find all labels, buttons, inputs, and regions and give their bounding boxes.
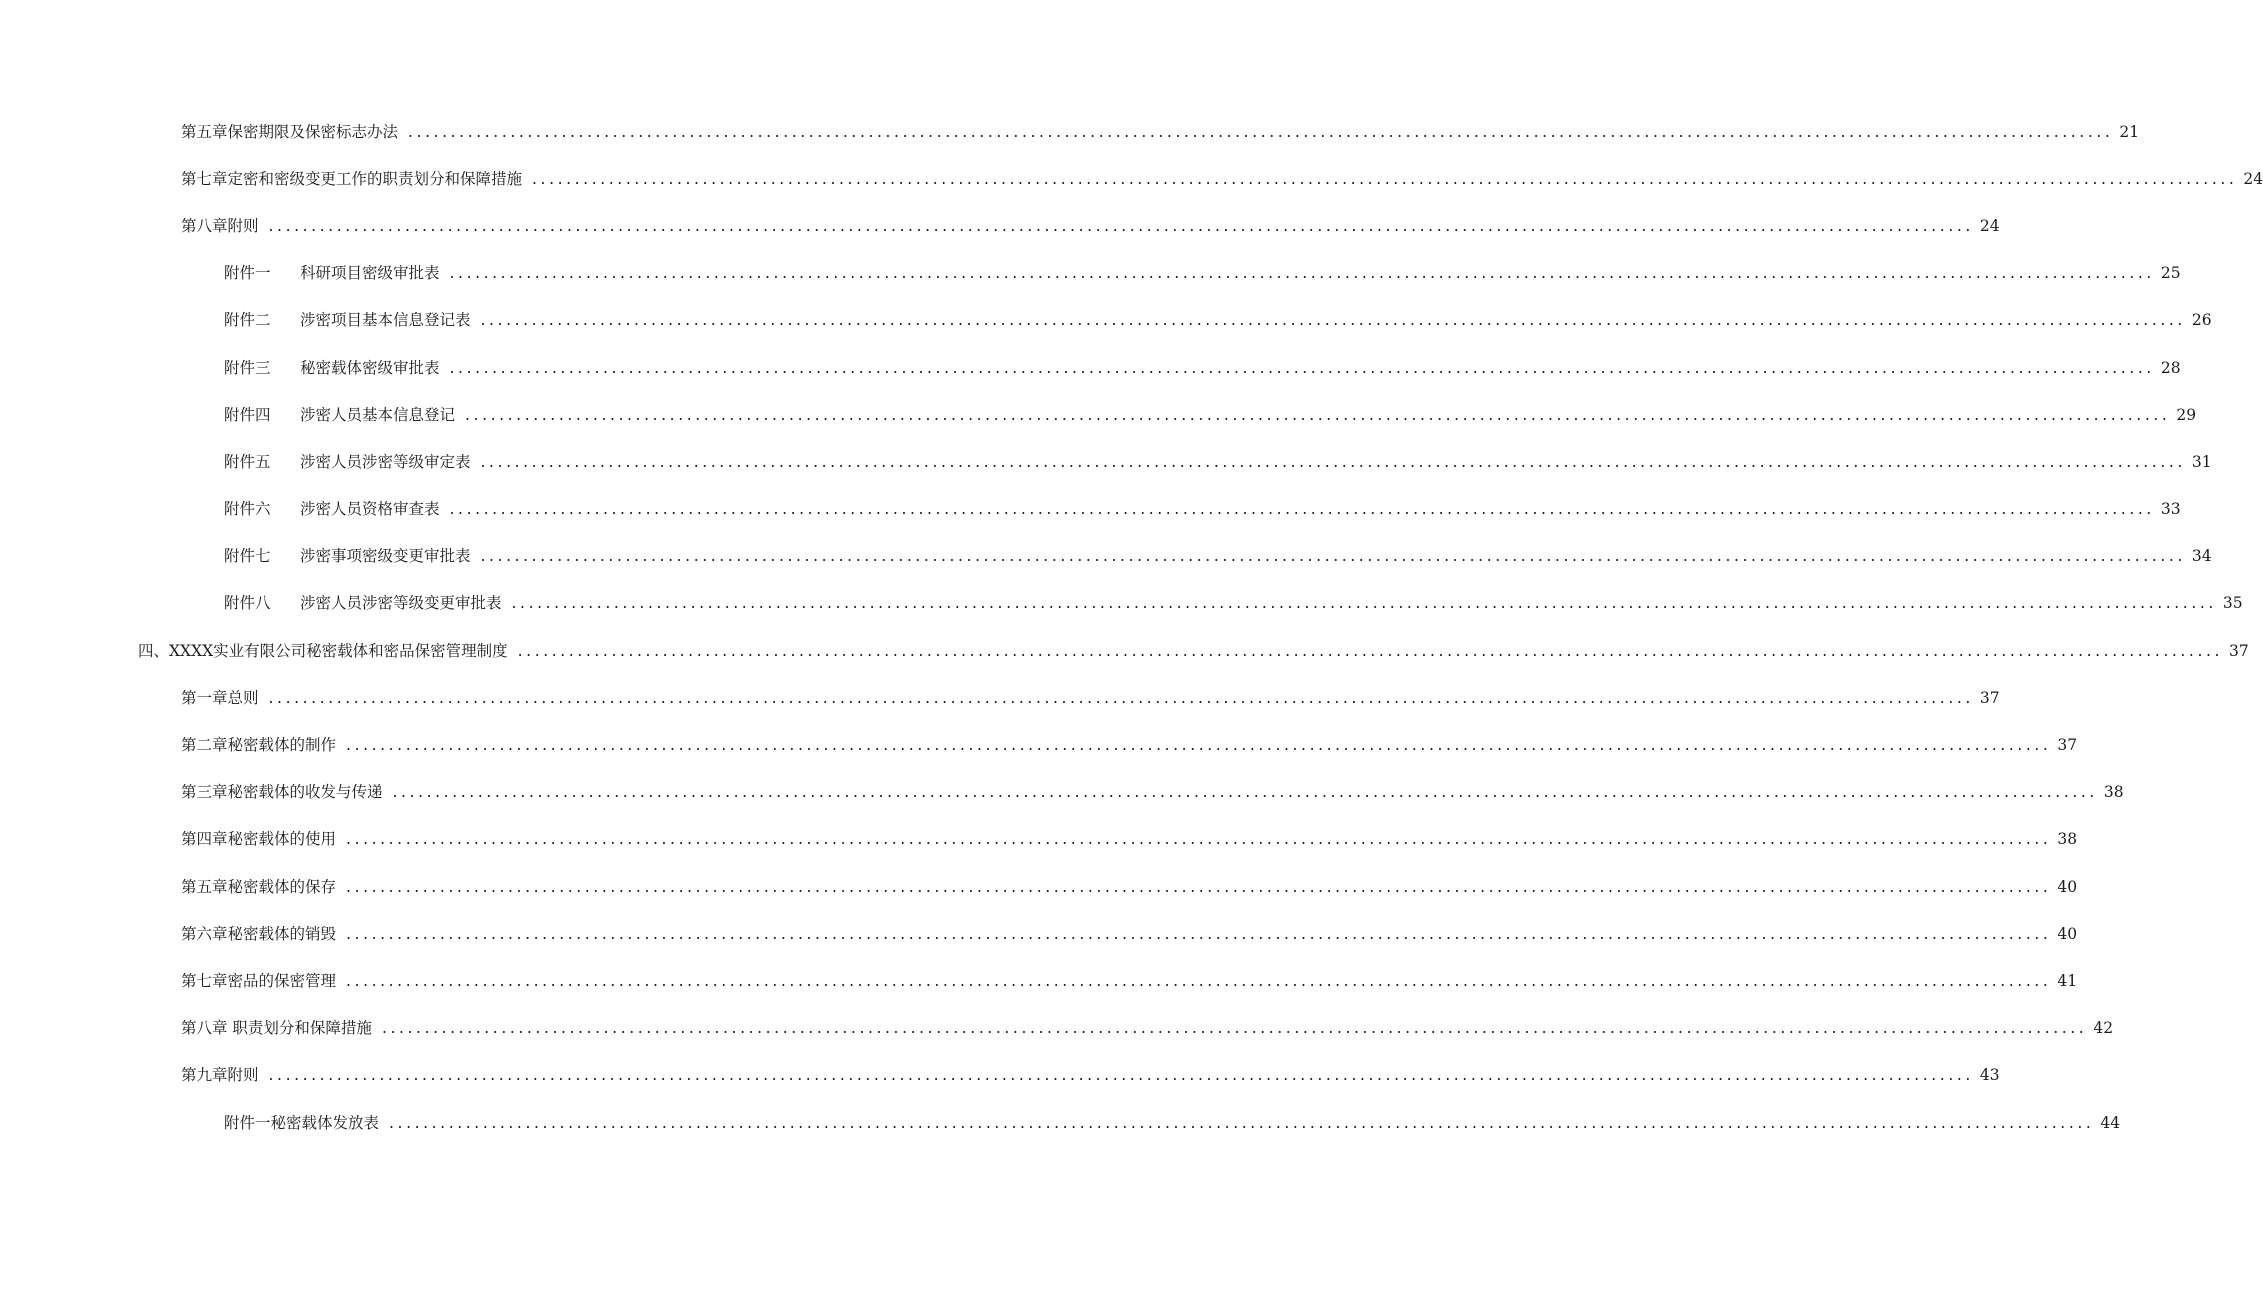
toc-entry-label [224, 546, 471, 566]
toc-entry-label [224, 452, 471, 472]
dot-leader: ........................................................................................................................................................................................................ [517, 641, 2224, 660]
toc-entry-label [181, 1065, 259, 1085]
toc-entry[interactable] [0, 250, 2181, 297]
toc-entry[interactable] [0, 1005, 2114, 1052]
toc-page-number: 40 [2057, 877, 2078, 896]
toc-entry-label [181, 924, 336, 944]
toc-entry[interactable] [0, 1099, 2121, 1146]
toc-page-number: 24 [1979, 216, 2000, 235]
toc-entry-label [224, 310, 471, 330]
toc-entry-title: 第八章 职责划分和保障措施 [181, 1019, 372, 1038]
dot-leader: ........................................................................................................................................................................................................ [268, 688, 1974, 707]
toc-entry-label [181, 169, 522, 189]
toc-entry[interactable] [0, 957, 2078, 1004]
toc-entry[interactable] [0, 674, 2000, 721]
dot-leader: ........................................................................................................................................................................................................ [449, 358, 2155, 377]
toc-entry-label [181, 688, 259, 708]
toc-entry-title: 第七章密品的保密管理 [181, 971, 337, 990]
dot-leader: ........................................................................................................................................................................................................ [346, 830, 2052, 849]
toc-entry-label [224, 499, 440, 519]
toc-page-number: 37 [2057, 736, 2078, 755]
toc-page-number: 34 [2191, 547, 2212, 566]
toc-entry-prefix: 附件八 [224, 594, 271, 613]
toc-entry-prefix: 附件六 [224, 500, 271, 519]
dot-leader: ........................................................................................................................................................................................................ [480, 311, 2186, 330]
toc-entry[interactable] [0, 627, 2249, 674]
toc-page-number: 35 [2222, 594, 2243, 613]
toc-entry-title: 第五章秘密载体的保存 [181, 877, 337, 896]
toc-entry[interactable] [0, 344, 2181, 391]
toc-entry-title: 第二章秘密载体的制作 [181, 736, 337, 755]
toc-entry[interactable] [0, 155, 2263, 202]
dot-leader: ........................................................................................................................................................................................................ [465, 405, 2171, 424]
dot-leader: ........................................................................................................................................................................................................ [346, 971, 2052, 990]
dot-leader: ........................................................................................................................................................................................................ [532, 169, 2238, 188]
toc-entry-label [181, 735, 336, 755]
toc-entry-label [181, 829, 336, 849]
toc-entry-label [224, 405, 455, 425]
toc-entry-title: 附件一秘密载体发放表 [224, 1113, 380, 1132]
toc-entry-label [138, 641, 508, 661]
toc-entry[interactable] [0, 769, 2124, 816]
dot-leader: ........................................................................................................................................................................................................ [346, 877, 2052, 896]
toc-page-number: 37 [2229, 641, 2249, 660]
dot-leader: ........................................................................................................................................................................................................ [389, 1113, 2095, 1132]
toc-page-number: 40 [2057, 924, 2078, 943]
dot-leader: ........................................................................................................................................................................................................ [511, 594, 2217, 613]
toc-entry[interactable] [0, 721, 2078, 768]
toc-entry[interactable] [0, 297, 2212, 344]
dot-leader: ........................................................................................................................................................................................................ [381, 1019, 2088, 1038]
toc-page-number: 29 [2176, 405, 2197, 424]
toc-entry-title: 涉密人员基本信息登记 [300, 405, 456, 424]
toc-entry-title: 第六章秘密载体的销毁 [181, 924, 337, 943]
toc-entry[interactable] [0, 816, 2078, 863]
toc-entry[interactable] [0, 486, 2181, 533]
toc-entry-prefix: 附件七 [224, 547, 271, 566]
toc-entry-prefix: 附件五 [224, 452, 271, 471]
toc-entry-title: 第五章保密期限及保密标志办法 [181, 122, 399, 141]
toc-entry-title: 秘密载体密级审批表 [300, 358, 440, 377]
toc-entry-label [224, 358, 440, 378]
dot-leader: ........................................................................................................................................................................................................ [408, 122, 2114, 141]
toc-page-number: 28 [2160, 358, 2181, 377]
table-of-contents [0, 108, 2263, 1146]
dot-leader: ........................................................................................................................................................................................................ [449, 500, 2155, 519]
toc-entry[interactable] [0, 202, 2000, 249]
toc-page-number: 21 [2119, 122, 2140, 141]
toc-page-number: 37 [1979, 688, 2000, 707]
toc-entry[interactable] [0, 391, 2197, 438]
toc-page-number: 43 [1979, 1066, 2000, 1085]
toc-entry-label [224, 1113, 379, 1133]
toc-entry-title: 涉密事项密级变更审批表 [300, 547, 471, 566]
toc-entry-title: 第七章定密和密级变更工作的职责划分和保障措施 [181, 169, 523, 188]
toc-entry-title: 四、XXXX实业有限公司秘密载体和密品保密管理制度 [138, 641, 508, 660]
toc-page-number: 41 [2057, 971, 2078, 990]
toc-page-number: 25 [2160, 264, 2181, 283]
toc-entry-title: 科研项目密级审批表 [300, 264, 440, 283]
dot-leader: ........................................................................................................................................................................................................ [346, 736, 2052, 755]
toc-page-number: 26 [2191, 311, 2212, 330]
toc-entry-title: 涉密人员资格审查表 [300, 500, 440, 519]
dot-leader: ........................................................................................................................................................................................................ [449, 264, 2155, 283]
toc-entry-label [181, 216, 259, 236]
toc-entry-prefix: 附件二 [224, 311, 271, 330]
dot-leader: ........................................................................................................................................................................................................ [346, 924, 2052, 943]
toc-entry-label [181, 122, 398, 142]
toc-entry-title: 涉密项目基本信息登记表 [300, 311, 471, 330]
toc-entry-title: 第八章附则 [181, 216, 259, 235]
toc-entry[interactable] [0, 863, 2078, 910]
toc-page-number: 24 [2243, 169, 2263, 188]
dot-leader: ........................................................................................................................................................................................................ [480, 547, 2186, 566]
dot-leader: ........................................................................................................................................................................................................ [268, 216, 1974, 235]
toc-entry[interactable] [0, 580, 2243, 627]
toc-entry-prefix: 附件四 [224, 405, 271, 424]
toc-entry-label [181, 877, 336, 897]
toc-entry[interactable] [0, 533, 2212, 580]
toc-page-number: 38 [2057, 830, 2078, 849]
dot-leader: ........................................................................................................................................................................................................ [392, 783, 2098, 802]
toc-entry-label [181, 782, 383, 802]
toc-entry[interactable] [0, 1052, 2000, 1099]
toc-entry-title: 第三章秘密载体的收发与传递 [181, 783, 383, 802]
toc-entry-label [181, 971, 336, 991]
toc-page-number: 44 [2100, 1113, 2121, 1132]
toc-entry-title: 第一章总则 [181, 688, 259, 707]
toc-entry-label [224, 593, 502, 613]
toc-entry[interactable] [0, 438, 2212, 485]
toc-entry-title: 第九章附则 [181, 1066, 259, 1085]
toc-page-number: 33 [2160, 500, 2181, 519]
toc-entry-prefix: 附件三 [224, 358, 271, 377]
toc-page-number: 31 [2191, 452, 2212, 471]
toc-entry[interactable] [0, 108, 2140, 155]
toc-entry-title: 第四章秘密载体的使用 [181, 830, 337, 849]
toc-entry-title: 涉密人员涉密等级审定表 [300, 452, 471, 471]
dot-leader: ........................................................................................................................................................................................................ [268, 1066, 1974, 1085]
toc-entry-title: 涉密人员涉密等级变更审批表 [300, 594, 502, 613]
toc-page-number: 42 [2093, 1019, 2114, 1038]
toc-entry-prefix: 附件一 [224, 264, 271, 283]
toc-entry[interactable] [0, 910, 2078, 957]
toc-entry-label [224, 263, 440, 283]
dot-leader: ........................................................................................................................................................................................................ [480, 452, 2186, 471]
toc-page-number: 38 [2103, 783, 2124, 802]
toc-entry-label [181, 1018, 372, 1038]
